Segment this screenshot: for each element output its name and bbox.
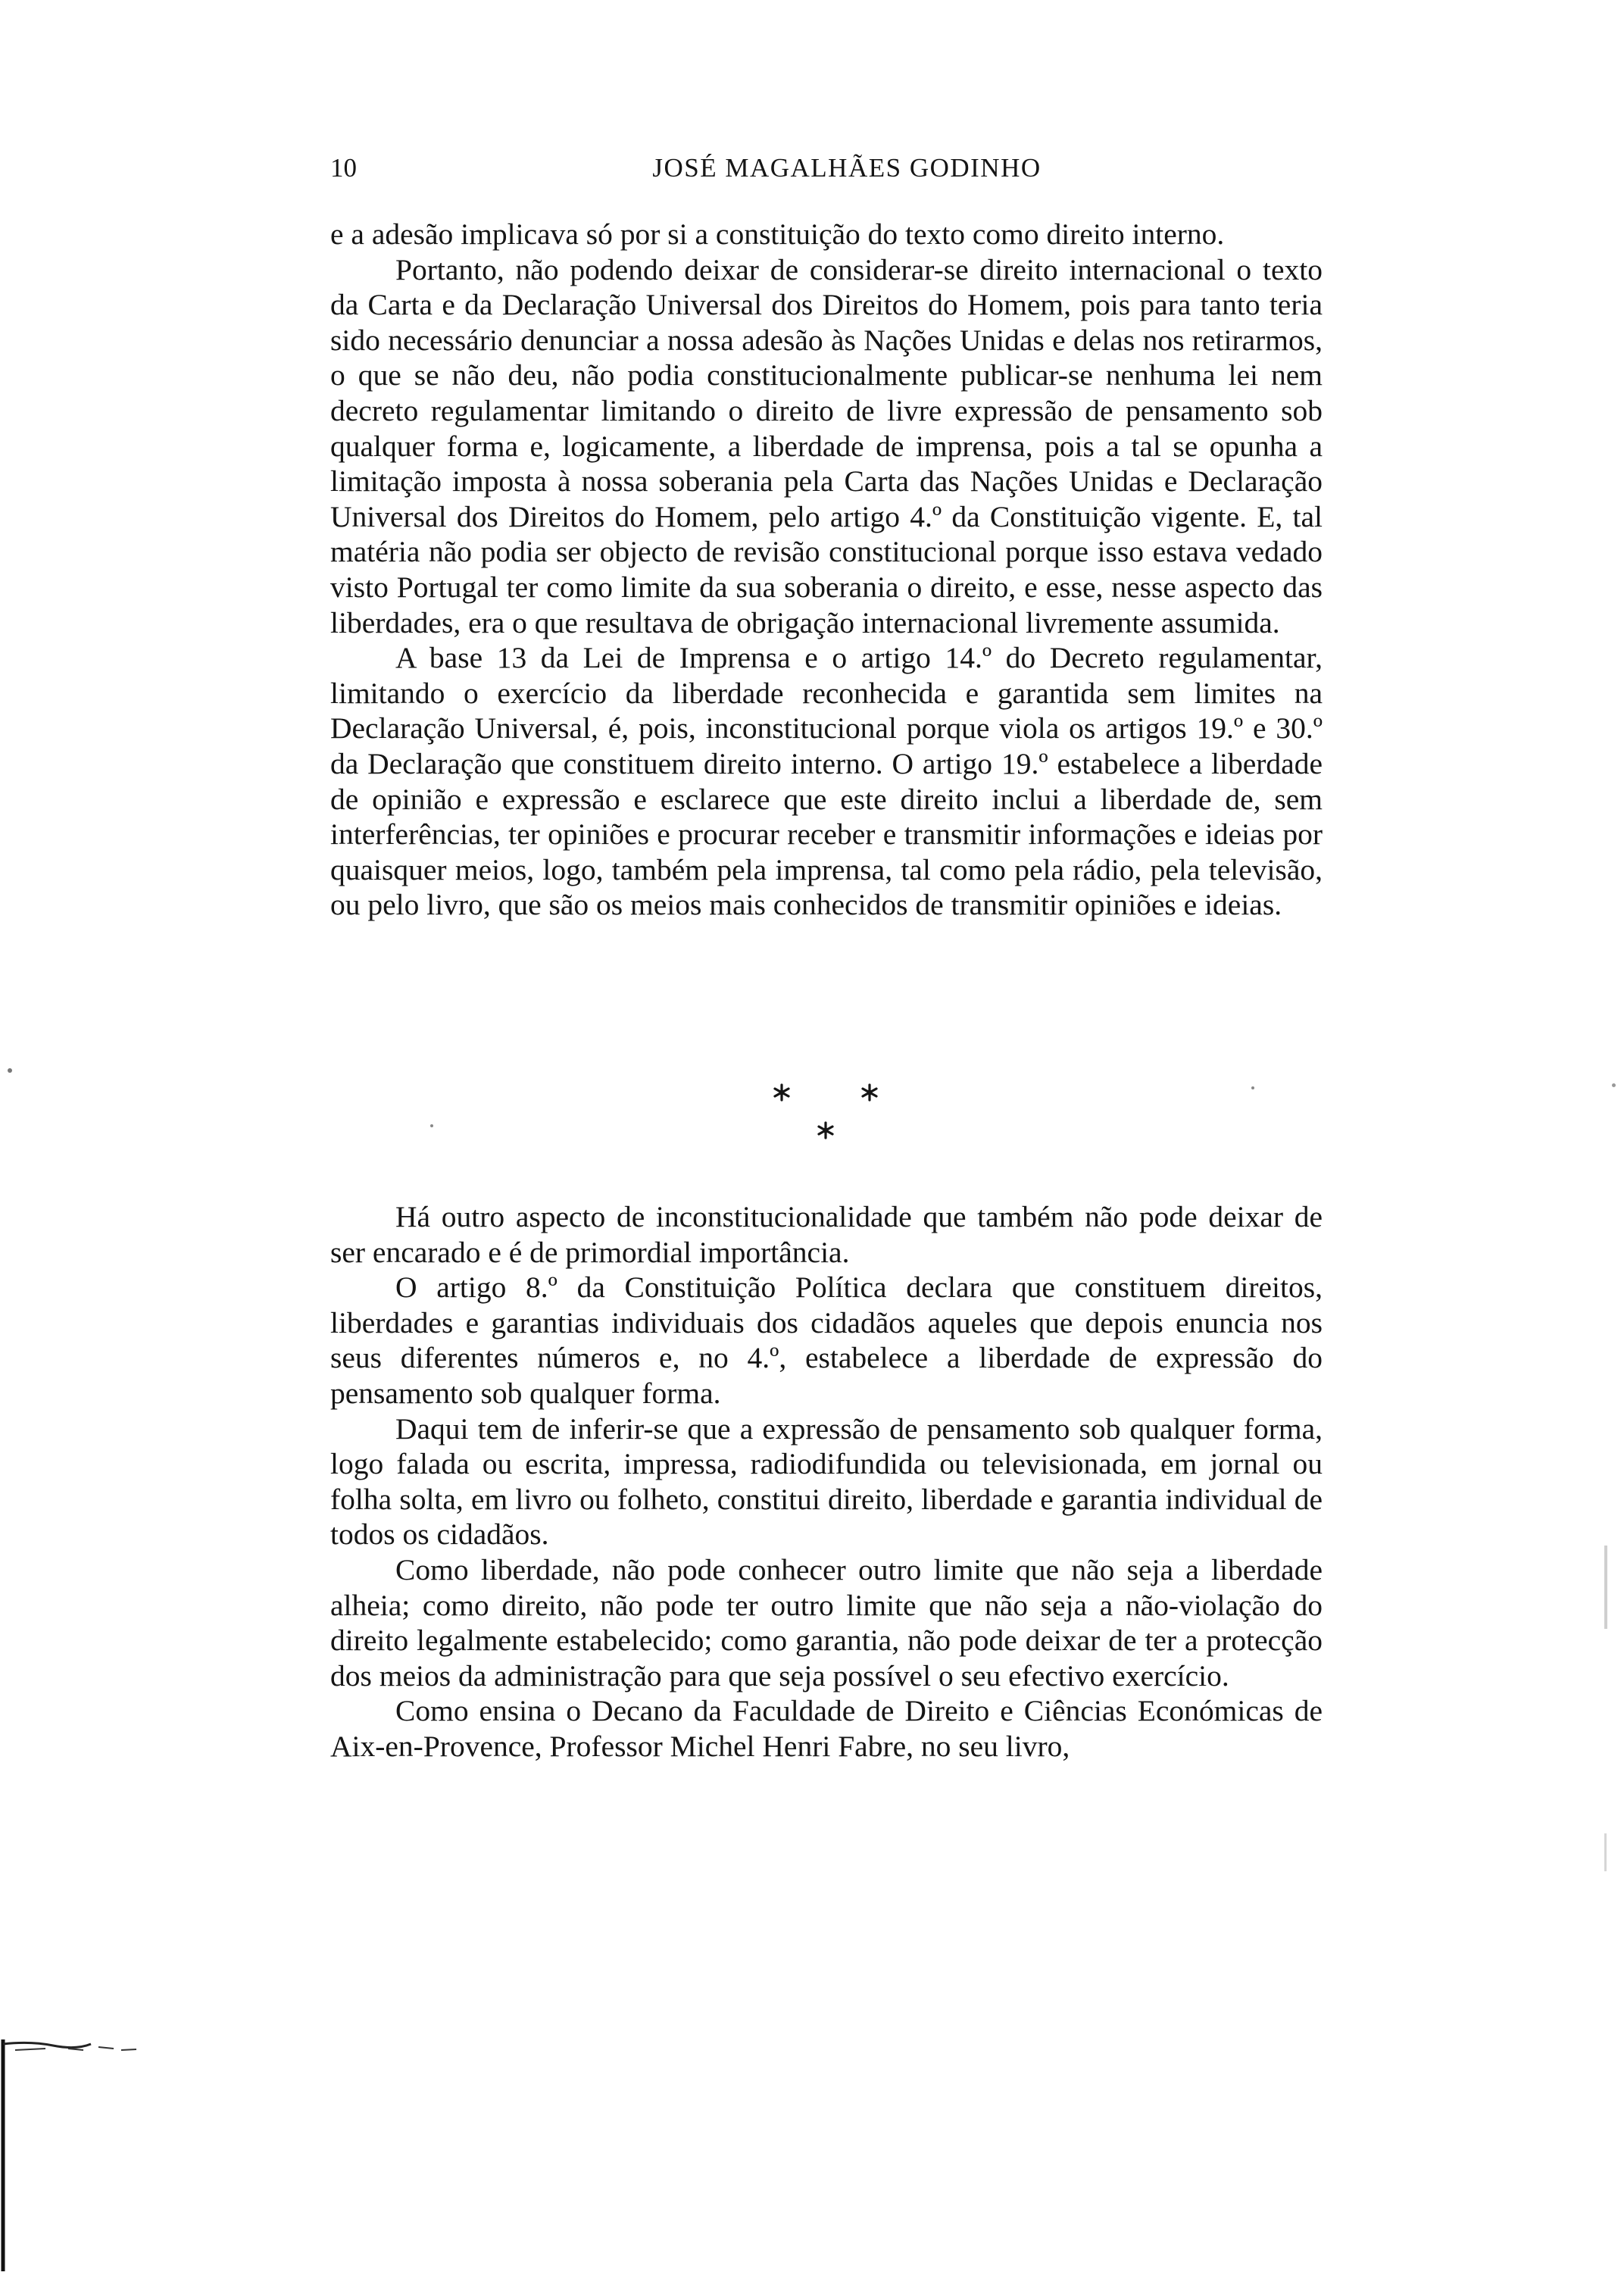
scan-edge-shadow [1604, 1833, 1607, 1871]
running-title: JOSÉ MAGALHÃES GODINHO [652, 153, 1042, 183]
scan-speck [1251, 1086, 1254, 1089]
asterisk-icon [860, 1083, 879, 1102]
paragraph: Portanto, não podendo deixar de considerar-se direito internacional o texto da Carta e da Declaração Universal dos Direitos do Homem, pois para tanto teria sido necessário denunciar a nossa adesão às Nações Unidas e delas nos retirarmos, o que se não deu, não podia constitucionalmente publicar-se nenhuma lei nem decreto regulamentar limitando o direito de livre expressão de pensamento sob qualquer forma e, logicamente, a liberdade de imprensa, pois a tal se opunha a limitação imposta à nossa soberania pela Carta das Nações Unidas e Declaração Universal dos Direitos do Homem, pelo artigo 4.º da Constituição vigente. E, tal matéria não podia ser objecto de revisão constitucional porque isso estava vedado visto Portugal ter como limite da sua soberania o direito, e esse, nesse aspecto das liberdades, era o que resultava de obrigação internacional livremente assumida. [330, 252, 1323, 639]
scan-speck [430, 1124, 433, 1127]
scan-speck [1612, 1083, 1616, 1087]
asterisk-icon [773, 1083, 791, 1102]
section-one-text [330, 217, 1323, 923]
scan-margin-artifact [0, 2038, 144, 2273]
scan-edge-shadow [1604, 1546, 1607, 1629]
paragraph: Há outro aspecto de inconstitucionalidade que também não pode deixar de ser encarado e é de primordial importância. [330, 1200, 1323, 1269]
paragraph: A base 13 da Lei de Imprensa e o artigo 14.º do Decreto regulamentar, limitando o exercício da liberdade reconhecida e garantida sem limites na Declaração Universal, é, pois, inconstitucional porque viola os artigos 19.º e 30.º da Declaração que constituem direito interno. O artigo 19.º estabelece a liberdade de opinião e expressão e esclarece que este direito inclui a liberdade de, sem interferências, ter opiniões e procurar receber e transmitir informações e ideias por quaisquer meios, logo, também pela imprensa, tal como pela rádio, pela televisão, ou pelo livro, que são os meios mais conhecidos de transmitir opiniões e ideias. [330, 641, 1323, 922]
section-two-text [330, 1199, 1323, 1764]
paragraph: O artigo 8.º da Constituição Política declara que constituem direitos, liberdades e garantias individuais dos cidadãos aqueles que depois enuncia nos seus diferentes números e, no 4.º, estabelece a liberdade de expressão do pensamento sob qualquer forma. [330, 1271, 1323, 1410]
asterisk-icon [817, 1121, 835, 1139]
paragraph: Como ensina o Decano da Faculdade de Direito e Ciências Económicas de Aix-en-Provence, Professor Michel Henri Fabre, no seu livro, [330, 1694, 1323, 1763]
page-header [330, 148, 1333, 188]
scan-speck [8, 1068, 12, 1073]
paragraph-continuation: e a adesão implicava só por si a constituição do texto como direito interno. [330, 217, 1225, 251]
paragraph: Daqui tem de inferir-se que a expressão de pensamento sob qualquer forma, logo falada ou escrita, impressa, radiodifundida ou televisionada, em jornal ou folha solta, em livro ou folheto, constitui direito, liberdade e garantia individual de todos os cidadãos. [330, 1411, 1323, 1552]
section-separator-asterism [773, 1083, 879, 1152]
paragraph: Como liberdade, não pode conhecer outro limite que não seja a liberdade alheia; como direito, não pode ter outro limite que não seja a não-violação do direito legalmente estabelecido; como garantia, não pode deixar de ter a protecção dos meios da administração para que seja possível o seu efectivo exercício. [330, 1552, 1323, 1692]
page-number: 10 [330, 153, 357, 183]
